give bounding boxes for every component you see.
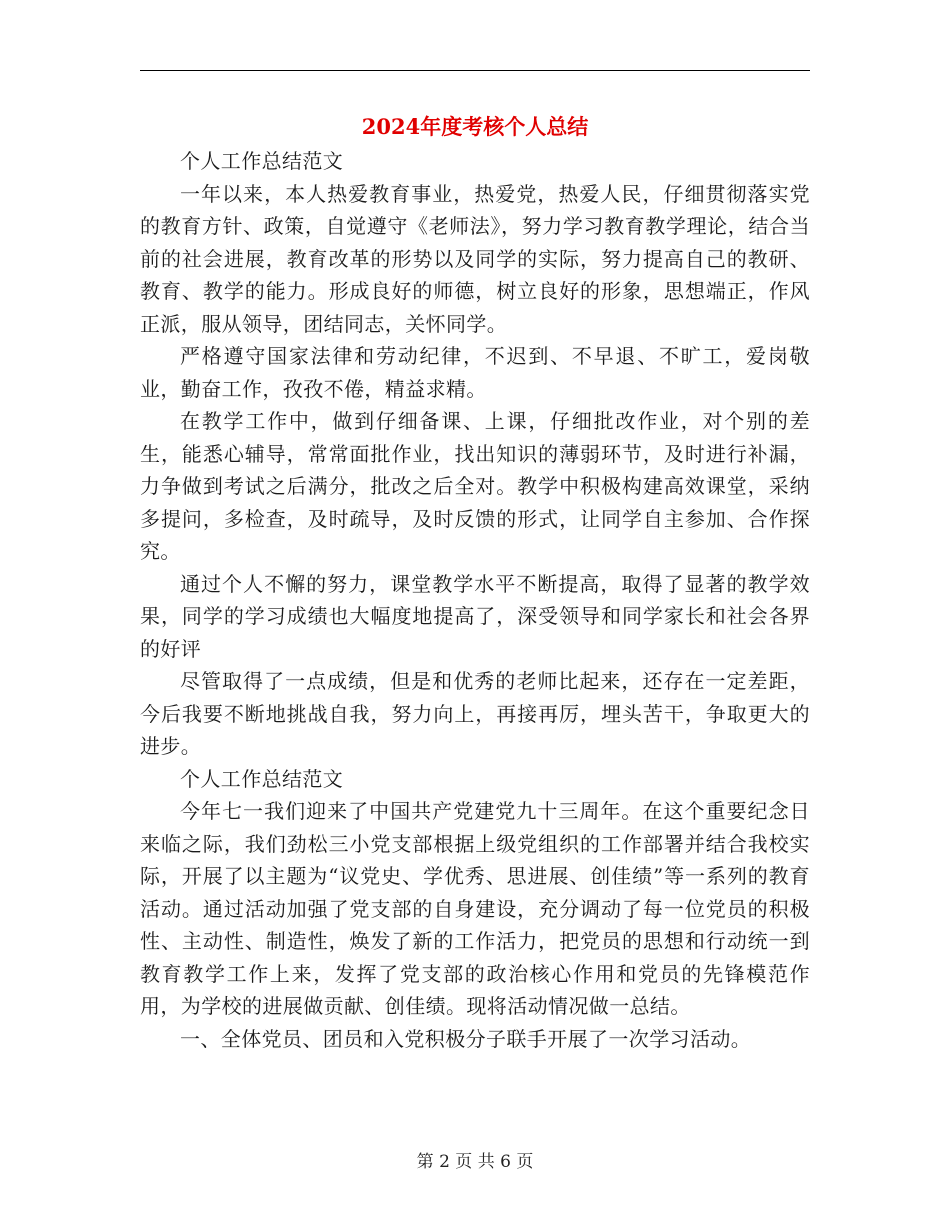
- paragraph: 一、全体党员、团员和入党积极分子联手开展了一次学习活动。: [180, 1026, 752, 1051]
- header-rule: [140, 70, 810, 71]
- paragraph: 今年七一我们迎来了中国共产党建党九十三周年。在这个重要纪念日来临之际，我们劲松三小党支部根据上级党组织的工作部署并结合我校实际，开展了以主题为“议党史、学优秀、思进展、创佳绩”等一系列的教育活动。通过活动加强了党支部的自身建设，充分调动了每一位党员的积极性、主动性、制造性，焕发了新的工作活力，把党员的思想和行动统一到教育教学工作上来，发挥了党支部的政治核心作用和党员的先锋模范作用，为学校的进展做贡献、创佳绩。现将活动情况做一总结。: [140, 799, 810, 1018]
- paragraph: 严格遵守国家法律和劳动纪律，不迟到、不早退、不旷工，爱岗敬业，勤奋工作，孜孜不倦，精益求精。: [140, 344, 810, 401]
- paragraph: 通过个人不懈的努力，课堂教学水平不断提高，取得了显著的教学效果，同学的学习成绩也大幅度地提高了，深受领导和同学家长和社会各界的好评: [140, 571, 810, 661]
- paragraph: 尽管取得了一点成绩，但是和优秀的老师比起来，还存在一定差距，今后我要不断地挑战自我，努力向上，再接再厉，埋头苦干，争取更大的进步。: [140, 669, 810, 758]
- paragraph: 一年以来，本人热爱教育事业，热爱党，热爱人民，仔细贯彻落实党的教育方针、政策，自觉遵守《老师法》，努力学习教育教学理论，结合当前的社会进展，教育改革的形势以及同学的实际，努力提高自己的教研、教育、教学的能力。形成良好的师德，树立良好的形象，思想端正，作风正派，服从领导，团结同志，关怀同学。: [140, 181, 810, 336]
- page-footer: 第 2 页 共 6 页: [416, 1152, 534, 1172]
- document-body: [140, 145, 810, 1055]
- paragraph-subheading: 个人工作总结范文: [180, 149, 344, 173]
- paragraph: 在教学工作中，做到仔细备课、上课，仔细批改作业，对个别的差生，能悉心辅导，常常面批作业，找出知识的薄弱环节，及时进行补漏，力争做到考试之后满分，批改之后全对。教学中积极构建高效课堂，采纳多提问，多检查，及时疏导，及时反馈的形式，让同学自主参加、合作探究。: [140, 409, 810, 563]
- paragraph-subheading: 个人工作总结范文: [180, 766, 344, 791]
- document-title: 2024年度考核个人总结: [361, 114, 589, 139]
